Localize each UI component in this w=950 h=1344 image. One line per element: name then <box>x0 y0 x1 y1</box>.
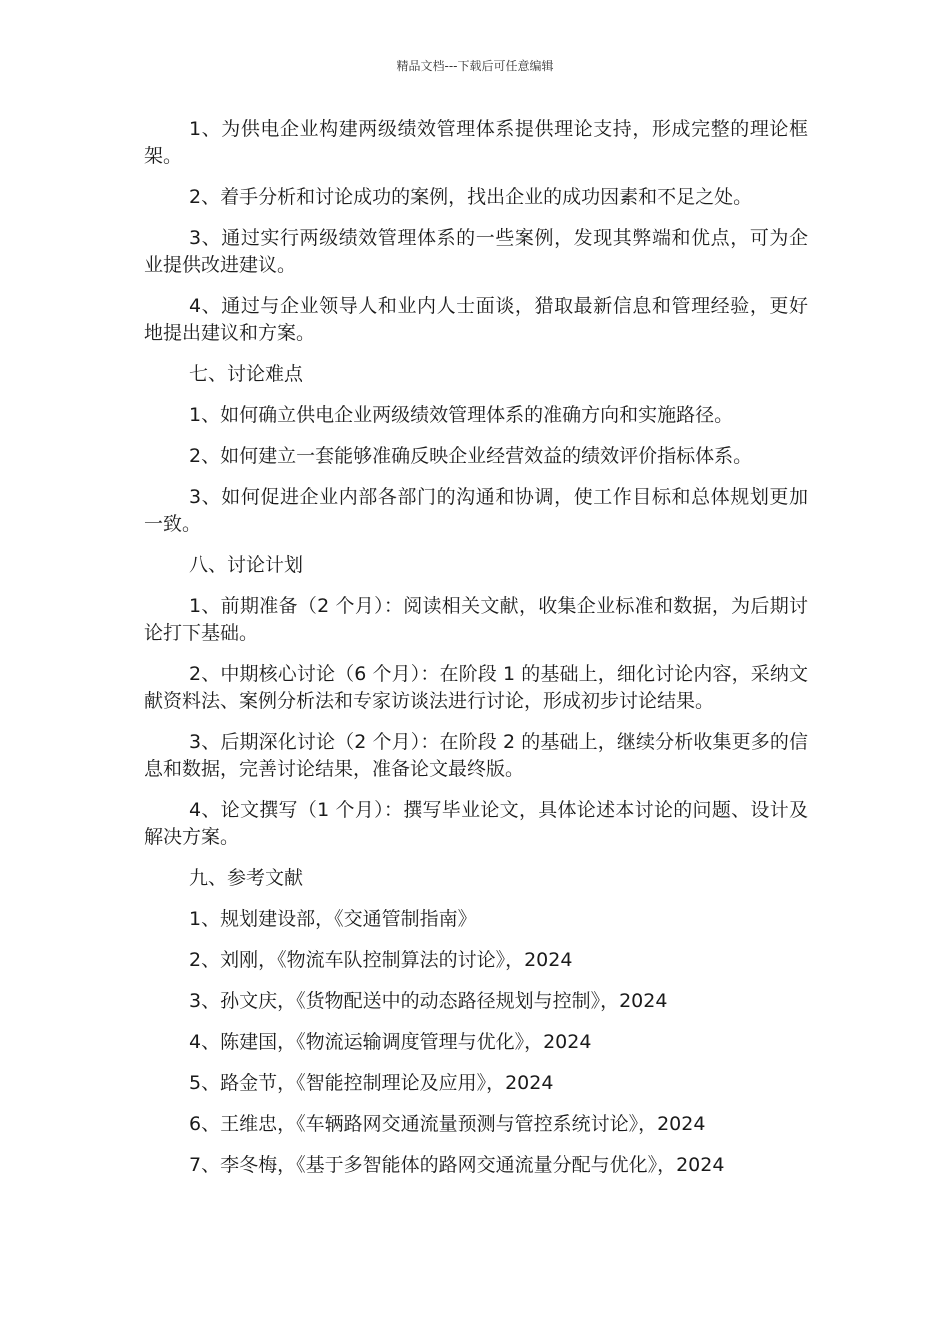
difficulty-item-2: 2、如何建立一套能够准确反映企业经营效益的绩效评价指标体系。 <box>189 445 753 467</box>
plan-item-2: 2、中期核心讨论（6 个月）：在阶段 1 的基础上，细化讨论内容，采纳文献资料法、案例分析法和专家访谈法进行讨论，形成初步讨论结果。 <box>144 663 808 712</box>
reference-item-5: 5、路金节，《智能控制理论及应用》，2024 <box>189 1072 554 1094</box>
reference-item-1: 1、规划建设部，《交通管制指南》 <box>189 908 477 930</box>
section-heading-references: 九、参考文献 <box>189 867 304 889</box>
difficulty-item-1: 1、如何确立供电企业两级绩效管理体系的准确方向和实施路径。 <box>189 404 734 426</box>
reference-item-7: 7、李冬梅，《基于多智能体的路网交通流量分配与优化》，2024 <box>189 1154 725 1176</box>
goal-item-1: 1、为供电企业构建两级绩效管理体系提供理论支持，形成完整的理论框架。 <box>144 118 808 167</box>
plan-item-4: 4、论文撰写（1 个月）：撰写毕业论文，具体论述本讨论的问题、设计及解决方案。 <box>144 799 808 848</box>
goal-item-4: 4、通过与企业领导人和业内人士面谈，猎取最新信息和管理经验，更好地提出建议和方案。 <box>144 295 808 344</box>
page-header: 精品文档---下载后可任意编辑 <box>396 59 554 73</box>
plan-item-3: 3、后期深化讨论（2 个月）：在阶段 2 的基础上，继续分析收集更多的信息和数据，完善讨论结果，准备论文最终版。 <box>144 731 808 780</box>
document-body <box>144 116 808 1193</box>
plan-item-1: 1、前期准备（2 个月）：阅读相关文献，收集企业标准和数据，为后期讨论打下基础。 <box>144 595 808 644</box>
section-heading-plan: 八、讨论计划 <box>189 554 304 576</box>
reference-item-6: 6、王维忠，《车辆路网交通流量预测与管控系统讨论》，2024 <box>189 1113 706 1135</box>
section-heading-difficulties: 七、讨论难点 <box>189 363 304 385</box>
difficulty-item-3: 3、如何促进企业内部各部门的沟通和协调，使工作目标和总体规划更加一致。 <box>144 486 808 535</box>
reference-item-2: 2、刘刚，《物流车队控制算法的讨论》，2024 <box>189 949 573 971</box>
reference-item-3: 3、孙文庆，《货物配送中的动态路径规划与控制》，2024 <box>189 990 668 1012</box>
reference-item-4: 4、陈建国，《物流运输调度管理与优化》，2024 <box>189 1031 592 1053</box>
goal-item-3: 3、通过实行两级绩效管理体系的一些案例，发现其弊端和优点，可为企业提供改进建议。 <box>144 227 808 276</box>
goal-item-2: 2、着手分析和讨论成功的案例，找出企业的成功因素和不足之处。 <box>189 186 753 208</box>
